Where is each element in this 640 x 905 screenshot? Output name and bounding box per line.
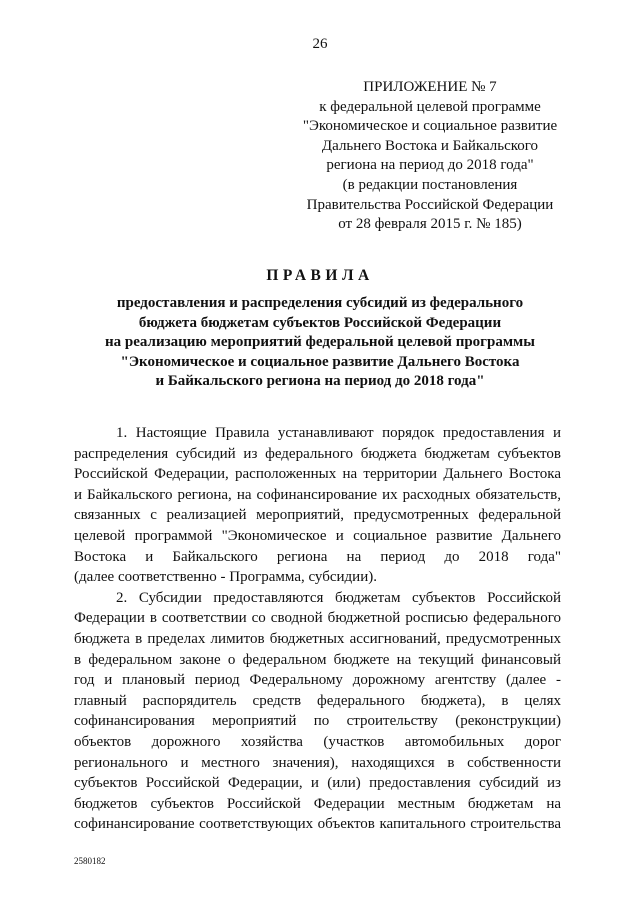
page-number: 26	[312, 36, 328, 52]
paragraph-1-line: 1. Настоящие Правила устанавливают порядок предоставления и	[116, 425, 561, 441]
paragraph-2-line: Федерации в соответствии со сводной бюджетной росписью федерального	[74, 610, 561, 627]
document-code: 2580182	[74, 856, 106, 866]
paragraph-2-line: бюджетов субъектов Российской Федерации местным бюджетам на	[74, 795, 561, 812]
paragraph-1-line: (далее соответственно - Программа, субсидии).	[74, 569, 377, 586]
document-subtitle	[0, 294, 640, 392]
appendix-line: Дальнего Востока и Байкальского	[321, 137, 539, 154]
paragraph-2-line: год и плановый период Федеральному дорожному агентству (далее -	[74, 672, 561, 689]
paragraph-1-line: распределения субсидий из федерального бюджета бюджетам субъектов	[74, 445, 561, 462]
body-text	[74, 423, 561, 835]
subtitle-line: предоставления и распределения субсидий из федерального	[116, 295, 524, 311]
paragraph-2-line: главный распорядитель средств федерального бюджета), в целях	[74, 692, 561, 709]
paragraph-2-line: софинансирование соответствующих объектов капитального строительства	[74, 816, 561, 833]
subtitle-line: "Экономическое и социальное развитие Дальнего Востока	[120, 353, 520, 370]
appendix-line: к федеральной целевой программе	[319, 98, 541, 115]
paragraph-1-line: Российской Федерации, расположенных на территории Дальнего Востока	[74, 466, 561, 483]
paragraph-2-line: в федеральном законе о федеральном бюджете на текущий финансовый	[74, 651, 561, 668]
paragraph-1-line: целевой программой "Экономическое и социальное развитие Дальнего	[74, 527, 561, 544]
subtitle-line: на реализацию мероприятий федеральной целевой программы	[105, 334, 535, 350]
appendix-line: ПРИЛОЖЕНИЕ № 7	[363, 79, 497, 95]
paragraph-2-line: объектов дорожного хозяйства (участков автомобильных дорог	[74, 733, 561, 750]
appendix-header	[280, 78, 580, 235]
subtitle-line: бюджета бюджетам субъектов Российской Федерации	[138, 314, 502, 331]
paragraph-2-line: 2. Субсидии предоставляются бюджетам субъектов Российской	[116, 589, 561, 606]
appendix-line: (в редакции постановления	[342, 176, 518, 193]
appendix-line: от 28 февраля 2015 г. № 185)	[338, 216, 522, 233]
paragraph-2-line: софинансирования мероприятий по строительству (реконструкции)	[74, 713, 561, 730]
appendix-line: Правительства Российской Федерации	[306, 196, 554, 213]
paragraph-2-line: бюджета в пределах лимитов бюджетных ассигнований, предусмотренных	[74, 630, 561, 647]
paragraph-1-line: Востока и Байкальского региона на период до 2018 года"	[74, 548, 561, 565]
paragraph-1-line: и Байкальского региона, на софинансирование их расходных обязательств,	[74, 486, 561, 503]
paragraph-2-line: субъектов Российской Федерации, и (или) предоставления субсидий из	[74, 775, 561, 792]
paragraph-1-line: связанных с реализацией мероприятий, предусмотренных федеральной	[74, 507, 561, 524]
subtitle-line: и Байкальского региона на период до 2018 года"	[155, 373, 485, 389]
document-title: ПРАВИЛА	[266, 267, 374, 284]
paragraph-2-line: регионального и местного значения), находящихся в собственности	[74, 754, 561, 771]
appendix-line: региона на период до 2018 года"	[326, 157, 534, 174]
appendix-line: "Экономическое и социальное развитие	[302, 118, 558, 135]
